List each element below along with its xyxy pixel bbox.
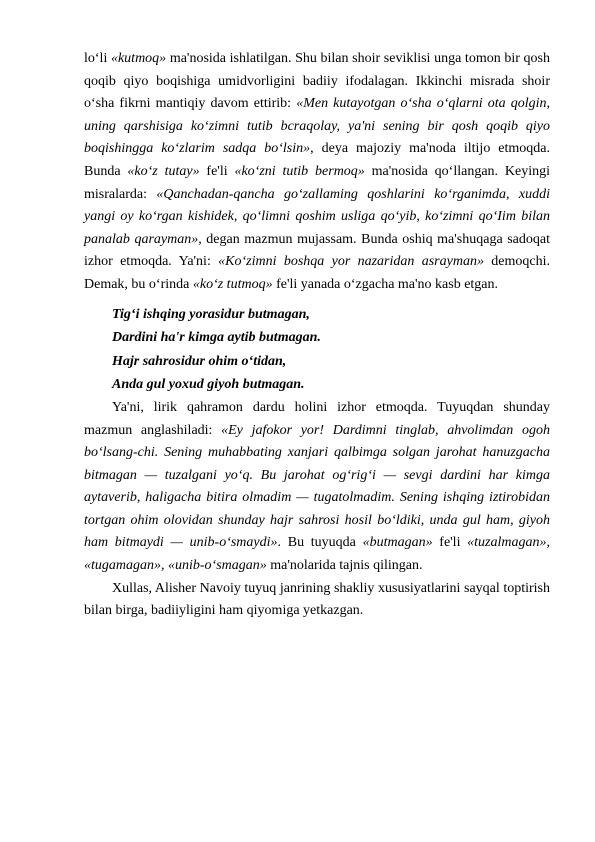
document-page (84, 48, 550, 623)
text-run: , deya majoziy ma'noda iltijo etmoqda. Bunda (84, 141, 550, 179)
verse-line-2: Dardini ha'r kimga aytib butmagan. (112, 330, 321, 346)
italic-run: «butmagan» (362, 535, 433, 551)
tuyuq-verse (84, 303, 550, 397)
text-run: lo‘li (84, 51, 111, 66)
italic-run: «ko‘z tutmoq» (192, 276, 273, 292)
text-run: degan mazmun mujassam. Bunda oshiq ma'shuqaga sadoqat izhor etmoqda. Ya'ni: (84, 231, 550, 270)
italic-run: «Ko‘zimni boshqa yor nazaridan asrayman» (218, 254, 484, 270)
italic-run: «kutmoq» (110, 51, 167, 66)
italic-run: «tuzalmagan» (467, 535, 547, 551)
text-run: . Bu tuyuqda (277, 535, 363, 551)
paragraph-3: Xullas, Alisher Navoiy tuyuq janrining shakliy xususiyatlarini sayqal toptirish bilan birga, badiiyligini ham qiyomiga yetkazgan. (84, 580, 550, 619)
italic-run: «Qanchadan-qancha go‘zallaming qoshlarini ko‘rganimda, xuddi yangi oy ko‘rgan kishidek, qo‘limni qoshim usliga qo‘yib, ko‘zimni qo‘Iim bilan panalab qarayman», (84, 186, 550, 247)
text-run: fe'li (432, 535, 468, 551)
text-run: ma'nosida ishlatilgan. Shu bilan shoir seviklisi unga tomon bir qosh qoqib qiyo boqishiga umidvorligini badiiy ifodalagan. Ikkinchi misrada shoir o‘sha fikrni mantiqiy davom ettirib: (84, 51, 550, 112)
verse-line-3: Hajr sahrosidur ohim o‘tidan, (112, 353, 287, 369)
text-run: ma'nolarida tajnis qilingan. (266, 558, 423, 574)
paragraph-1 (84, 48, 550, 297)
text-run: demoqchi. Demak, bu o‘rinda (84, 254, 550, 292)
text-run: , (546, 535, 550, 551)
italic-run: «Men kutayotgan o‘sha o‘qlarni ota qolgin, uning qarshisiga ko‘zimni tutib bcraqolay, ya'ni sening bir qosh qoqib qiyo boqishingga ko‘zlarim sadqa bo‘lsin» (84, 96, 550, 157)
text-run: ma'nosida qo‘llangan. Keyingi misralarda: (84, 163, 550, 202)
italic-run: «tugamagan», «unib-o‘smagan» (84, 558, 267, 574)
verse-line-1: Tig‘i ishqing yorasidur butmagan, (112, 306, 310, 322)
text-run: fe'li (199, 163, 235, 179)
italic-run: «Ey jafokor yor! Dardimni tinglab, ahvolimdan ogoh bo‘lsang-chi. Sening muhabbating xanjari qalbimga solgan jarohat hanuzgacha bitmagan — tuzalgani yo‘q. Bu jarohat og‘rig‘i — sevgi dardini har kimga aytaverib, haligacha bitira olmadim — tugatolmadim. Sening ishqing iztirobidan tortgan ohim olovidan shunday hajr sahrosi hosil bo‘ldiki, unda gul ham, giyoh ham bitmaydi — unib-o‘smaydi» (84, 422, 550, 551)
text-run: fe'li yanada o‘zgacha ma'no kasb etgan. (272, 276, 499, 292)
text-run: Ya'ni, lirik qahramon dardu holini izhor etmoqda. Tuyuqdan shunday mazmun anglashiladi: (84, 399, 550, 438)
verse-line-4: Anda gul yoxud giyoh butmagan. (112, 377, 305, 393)
italic-run: «ko‘zni tutib bermoq» (234, 163, 365, 179)
paragraph-2 (84, 397, 550, 578)
italic-run: «ko‘z tutay» (127, 163, 200, 179)
